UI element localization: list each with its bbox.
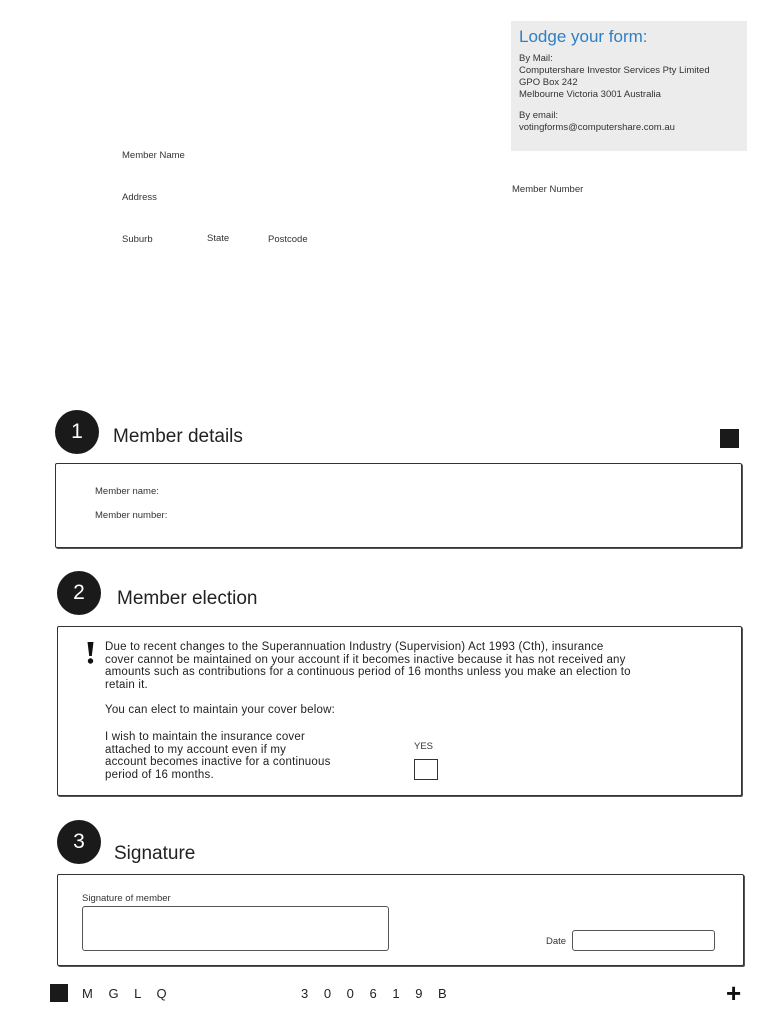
mail-label: By Mail: <box>519 53 553 64</box>
member-number-label: Member number: <box>95 510 168 521</box>
election-notice <box>105 641 725 691</box>
email-label: By email: <box>519 110 559 121</box>
registration-plus-icon: + <box>726 978 742 1008</box>
section-1-number: 1 <box>55 410 99 454</box>
maintain-cover-statement <box>105 731 375 781</box>
section-2-number: 2 <box>57 571 101 615</box>
member-election-box <box>57 626 742 796</box>
mail-line-3: Melbourne Victoria 3001 Australia <box>519 89 661 100</box>
notice-line-2: cover cannot be maintained on your account if it becomes inactive because it has not received any <box>105 653 626 666</box>
signature-field[interactable] <box>82 906 389 951</box>
footer-registration-square <box>50 984 68 1002</box>
lodge-form-box <box>511 21 747 151</box>
date-label: Date <box>546 936 567 947</box>
notice-line-3: amounts such as contributions for a continuous period of 16 months unless you make an election to <box>105 666 631 678</box>
member-name-label: Member name: <box>95 486 159 497</box>
date-field[interactable] <box>572 930 715 951</box>
member-details-box <box>55 463 742 548</box>
footer-code-left: M G L Q <box>82 986 173 1001</box>
notice-line-1: Due to recent changes to the Superannuation Industry (Supervision) Act 1993 (Cth), insurance <box>105 641 604 653</box>
email-address: votingforms@computershare.com.au <box>519 122 675 133</box>
wish-line-1: I wish to maintain the insurance cover <box>105 731 306 743</box>
suburb-placeholder: Suburb <box>122 234 153 245</box>
state-placeholder: State <box>207 233 230 244</box>
wish-line-4: period of 16 months. <box>105 768 214 781</box>
notice-line-4: retain it. <box>105 678 148 691</box>
mail-line-1: Computershare Investor Services Pty Limited <box>519 65 710 76</box>
footer-code-right: 3 0 0 6 1 9 B <box>301 986 453 1001</box>
mail-line-2: GPO Box 242 <box>519 77 578 88</box>
address-placeholder: Address <box>122 192 157 203</box>
registration-mark-square <box>720 429 739 448</box>
signature-box <box>57 874 744 966</box>
member-number-placeholder: Member Number <box>512 184 584 195</box>
section-3-title: Signature <box>114 843 196 864</box>
postcode-placeholder: Postcode <box>268 234 308 245</box>
wish-line-2: attached to my account even if my <box>105 743 287 756</box>
section-1-title: Member details <box>113 426 243 447</box>
exclamation-icon <box>86 641 95 665</box>
member-name-placeholder: Member Name <box>122 150 185 161</box>
elect-text: You can elect to maintain your cover below: <box>105 704 335 716</box>
yes-label: YES <box>414 741 434 752</box>
lodge-title: Lodge your form: <box>519 27 648 46</box>
section-2-title: Member election <box>117 588 258 609</box>
yes-checkbox[interactable] <box>414 759 438 780</box>
wish-line-3: account becomes inactive for a continuous <box>105 756 331 768</box>
section-3-number: 3 <box>57 820 101 864</box>
signature-label: Signature of member <box>82 893 171 904</box>
